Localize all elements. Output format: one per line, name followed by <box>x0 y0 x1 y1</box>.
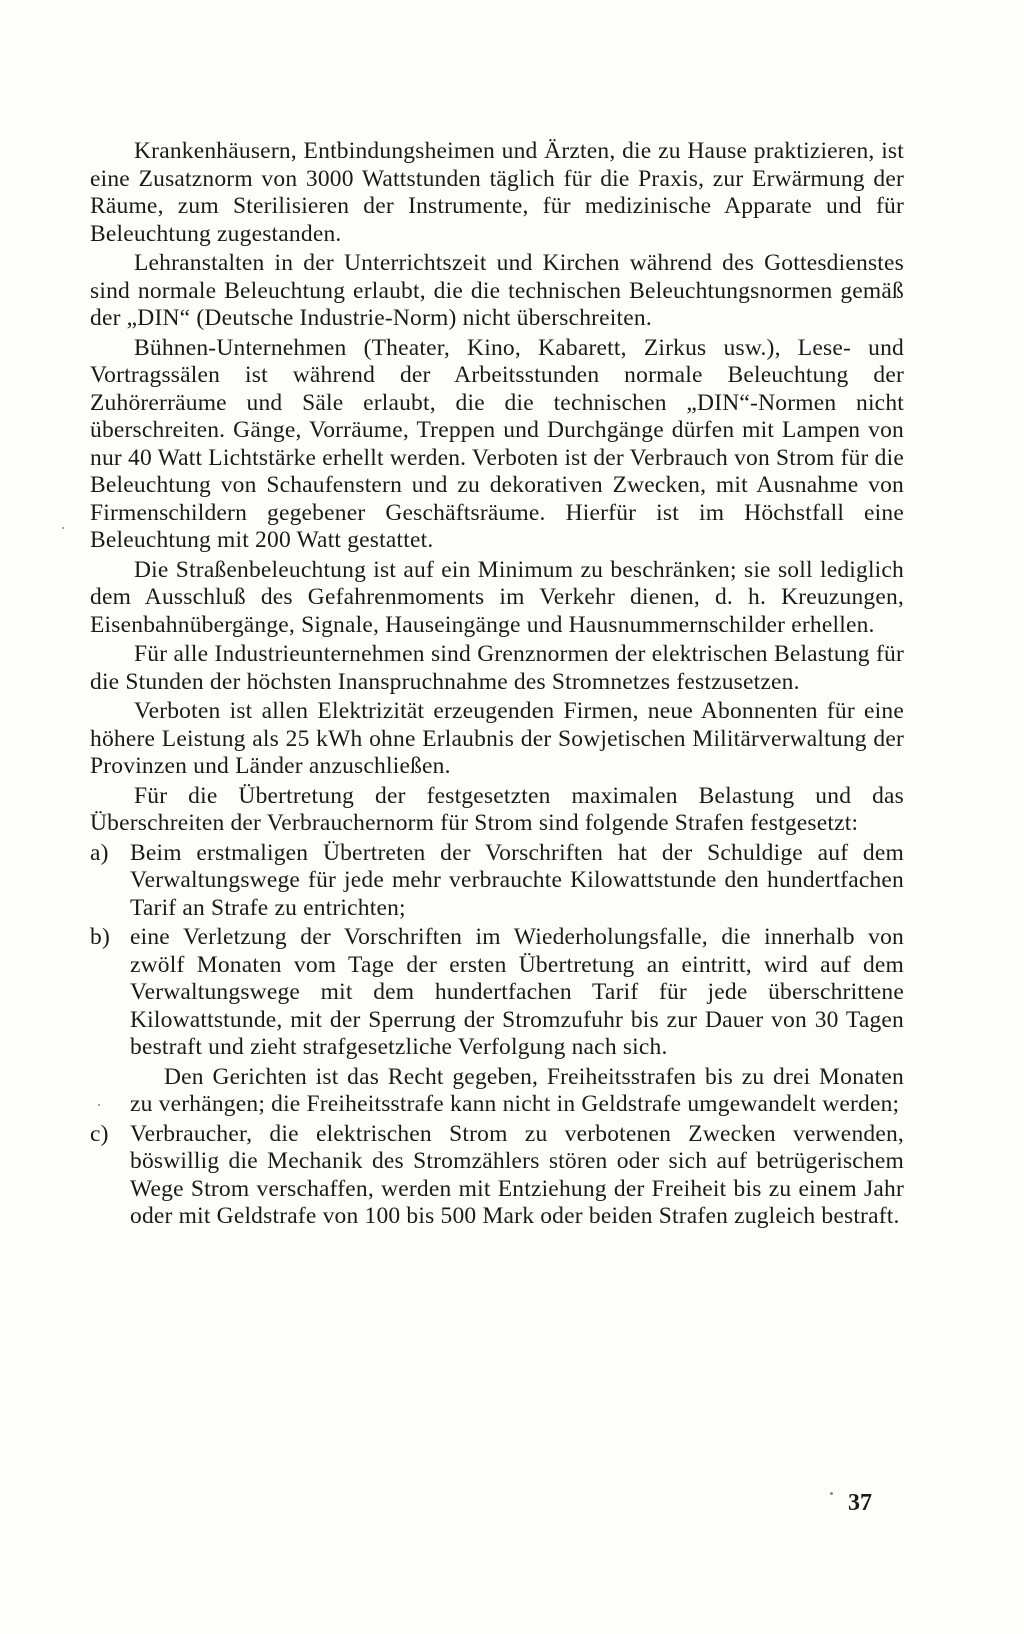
paragraph-schools-churches: Lehranstalten in der Unterrichtszeit und Kirchen während des Gottesdienstes sind normale Beleuchtung erlaubt, die die technischen Beleuchtungsnormen gemäß der „DIN“ (Deutsche Industrie-Norm) nicht überschreiten. <box>90 250 904 331</box>
paragraph-penalties-intro: Für die Übertretung der festgesetzten maximalen Belastung und das Überschreiten der Verbrauchernorm für Strom sind folgende Strafen festgesetzt: <box>90 782 904 836</box>
paragraph-new-subscribers: Verboten ist allen Elektrizität erzeugenden Firmen, neue Abonnenten für eine höhere Leistung als 25 kWh ohne Erlaubnis der Sowjetischen Militärverwaltung der Provinzen und Länder anzuschließen. <box>90 698 904 779</box>
list-item-text: Beim erstmaligen Übertreten der Vorschriften hat der Schuldige auf dem Verwaltungswege für jede mehr verbrauchte Kilowattstunde den hundertfachen Tarif an Strafe zu entrichten; <box>130 839 904 921</box>
list-item-c <box>90 1121 904 1231</box>
list-item-text: Verbraucher, die elektrischen Strom zu verbotenen Zwecken verwenden, böswillig die Mechanik des Stromzählers stören oder sich auf betrügerischem Wege Strom verschaffen, werden mit Entziehung der Freiheit bis zu einem Jahr oder mit Geldstrafe von 100 bis 500 Mark oder beiden Strafen zugleich bestraft. <box>130 1120 904 1229</box>
list-item-b-subparagraph: Den Gerichten ist das Recht gegeben, Freiheitsstrafen bis zu drei Monaten zu verhängen; die Freiheitsstrafe kann nicht in Geldstrafe umgewandelt werden; <box>130 1063 904 1117</box>
scan-speck <box>830 1492 833 1495</box>
list-item-a <box>90 840 904 923</box>
paragraph-industry-limits: Für alle Industrieunternehmen sind Grenznormen der elektrischen Belastung für die Stunden der höchsten Inanspruchnahme des Stromnetzes festzusetzen. <box>90 641 904 695</box>
list-marker: c) <box>90 1120 109 1147</box>
list-item-b <box>90 924 904 1062</box>
list-item-text: eine Verletzung der Vorschriften im Wiederholungsfalle, die innerhalb von zwölf Monaten vom Tage der ersten Übertretung an eintritt, wird auf dem Verwaltungswege mit dem hundertfachen Tarif für jede überschrittene Kilowattstunde, mit der Sperrung der Stromzufuhr bis zur Dauer von 30 Tagen bestraft und zieht strafgesetzliche Verfolgung nach sich. <box>130 924 904 1060</box>
paragraph-stage-venues: Bühnen-Unternehmen (Theater, Kino, Kabarett, Zirkus usw.), Lese- und Vortragssälen ist während der Arbeitsstunden normale Beleuchtung der Zuhörerräume und Säle erlaubt, die die technischen „DIN“-Normen nicht überschreiten. Gänge, Vorräume, Treppen und Durchgänge dürfen mit Lampen von nur 40 Watt Lichtstärke erhellt werden. Verboten ist der Verbrauch von Strom für die Beleuchtung von Schaufenstern und zu dekorativen Zwecken, mit Ausnahme von Firmenschildern gegebener Geschäftsräume. Hierfür ist im Höchstfall eine Beleuchtung mit 200 Watt gestattet. <box>90 334 904 553</box>
body-text <box>90 138 904 1233</box>
list-marker: b) <box>90 924 110 950</box>
list-marker: a) <box>90 839 109 866</box>
page-number: 37 <box>848 1490 872 1516</box>
scan-speck <box>98 1104 100 1106</box>
paragraph-hospitals: Krankenhäusern, Entbindungsheimen und Ärzten, die zu Hause praktizieren, ist eine Zusatznorm von 3000 Wattstunden täglich für die Praxis, zur Erwärmung der Räume, zum Sterilisieren der Instrumente, für medizinische Apparate und für Beleuchtung zugestanden. <box>90 138 904 247</box>
scan-speck <box>62 527 64 529</box>
paragraph-street-lighting: Die Straßenbeleuchtung ist auf ein Minimum zu beschränken; sie soll lediglich dem Ausschluß des Gefahrenmoments im Verkehr dienen, d. h. Kreuzungen, Eisenbahnübergänge, Signale, Hauseingänge und Hausnummernschilder erhellen. <box>90 556 904 638</box>
